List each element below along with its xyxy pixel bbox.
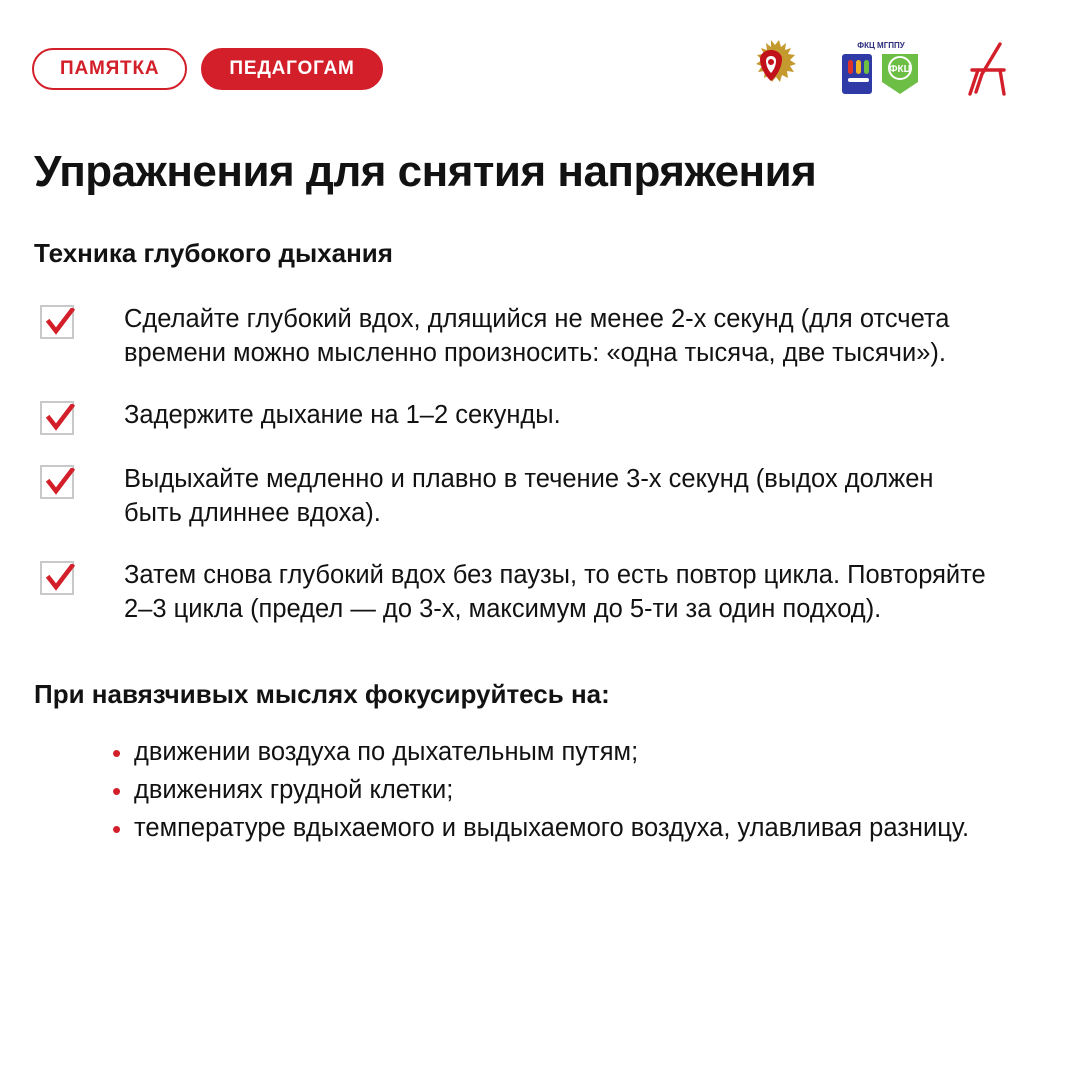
list-item [34,463,1040,531]
step-text: Задержите дыхание на 1–2 секунды. [124,401,561,430]
list-item [34,559,1040,627]
list-item [34,303,1040,371]
step-text: Затем снова глубокий вдох без паузы, то есть повтор цикла. Повторяйте 2–3 цикла (предел — до 3-х, максимум до 5-ти за один подход). [124,561,986,623]
red-chair-logo [960,36,1016,103]
step-text: Сделайте глубокий вдох, длящийся не менее 2-х секунд (для отсчета времени можно мысленно произносить: «одна тысяча, две тысячи»). [124,305,950,368]
list-item [34,399,1040,435]
checkmark-icon[interactable] [40,561,74,595]
list-item: • движениях грудной клетки; [112,774,992,808]
checkmark-icon[interactable] [40,305,74,339]
list-item: • движении воздуха по дыхательным путям; [112,736,992,770]
badge-group [32,48,383,90]
svg-text:ФКЦ МГППУ: ФКЦ МГППУ [857,40,905,50]
main-content [0,100,1080,846]
page-title: Упражнения для снятия напряжения [34,147,817,196]
checkmark-icon[interactable] [40,465,74,499]
logo-group [740,36,1038,103]
focus-list [112,736,1040,846]
section-subtitle: Техника глубокого дыхания [34,238,393,269]
page-header [0,0,1080,100]
step-text: Выдыхайте медленно и плавно в течение 3-х секунд (выдох должен быть длиннее вдоха). [124,465,934,528]
focus-heading: При навязчивых мыслях фокусируйтесь на: [34,678,610,709]
checkmark-icon[interactable] [40,401,74,435]
steps-checklist [34,303,1040,626]
list-item: • температуре вдыхаемого и выдыхаемого воздуха, улавливая разницу. [112,812,992,846]
badge-memo: ПАМЯТКА [32,48,187,90]
svg-text:ФКЦ: ФКЦ [889,63,911,75]
russian-coat-of-arms-logo [740,36,802,103]
badge-audience: ПЕДАГОГАМ [201,48,382,90]
fkc-mgppu-logo [826,36,936,103]
